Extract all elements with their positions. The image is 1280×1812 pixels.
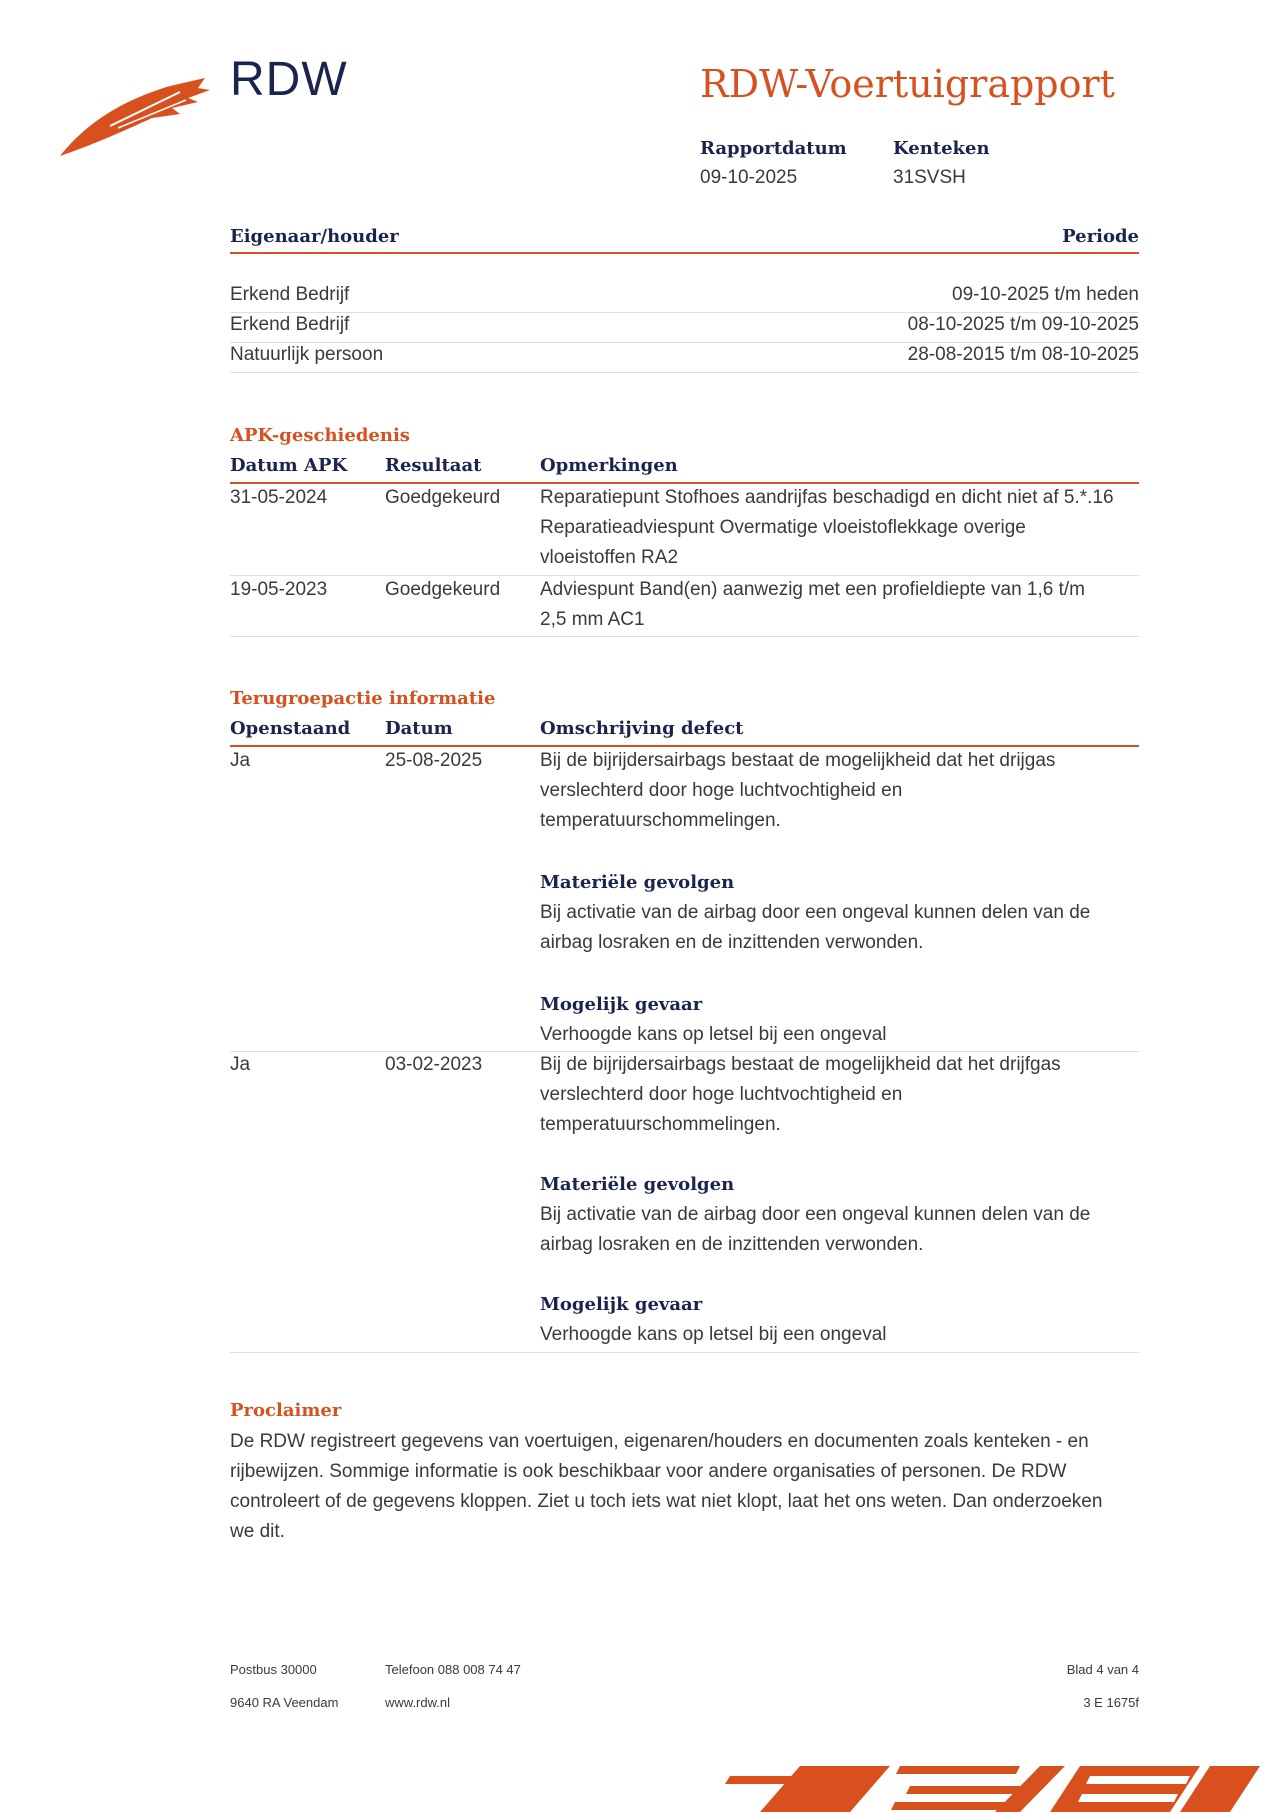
recall-desc-line: Bij de bijrijdersairbags bestaat de mogelijkheid dat het drijfgas: [540, 1054, 1061, 1075]
recall-desc-line: temperatuurschommelingen.: [540, 810, 781, 831]
recall-date: 25-08-2025: [385, 750, 483, 771]
apk-remark-line: Reparatiepunt Stofhoes aandrijfas beschadigd en dicht niet af 5.*.16: [540, 487, 1114, 508]
consequences-label: Materiële gevolgen: [540, 1174, 735, 1195]
footer-postbus: Postbus 30000: [230, 1662, 317, 1677]
owner-period: 28-08-2015 t/m 08-10-2025: [907, 344, 1139, 365]
owner-name: Erkend Bedrijf: [230, 284, 350, 305]
apk-remark-line: Reparatieadviespunt Overmatige vloeistoflekkage overige: [540, 517, 1026, 538]
owner-name: Natuurlijk persoon: [230, 344, 384, 365]
footer-code: 3 E 1675f: [1083, 1695, 1139, 1710]
owners-header-rule: [230, 252, 1139, 254]
danger-text: Verhoogde kans op letsel bij een ongeval: [540, 1324, 887, 1345]
document-title: RDW-Voertuigrapport: [700, 62, 1115, 106]
row-divider: [230, 636, 1139, 637]
disclaimer-line: we dit.: [230, 1521, 285, 1542]
recall-desc-line: temperatuurschommelingen.: [540, 1114, 781, 1135]
recall-date: 03-02-2023: [385, 1054, 483, 1075]
recall-desc-line: Bij de bijrijdersairbags bestaat de mogelijkheid dat het drijgas: [540, 750, 1056, 771]
disclaimer-title: Proclaimer: [230, 1400, 342, 1421]
recall-open: Ja: [230, 750, 251, 771]
disclaimer-body: [230, 1427, 1130, 1547]
apk-result: Goedgekeurd: [385, 487, 501, 508]
recall-date-header: Datum: [385, 718, 453, 739]
report-date-label: Rapportdatum: [700, 138, 847, 159]
danger-label: Mogelijk gevaar: [540, 1294, 703, 1315]
consequences-line: Bij activatie van de airbag door een ongeval kunnen delen van de: [540, 1204, 1091, 1225]
apk-remark-line: vloeistoffen RA2: [540, 547, 679, 568]
apk-result: Goedgekeurd: [385, 579, 501, 600]
owner-period: 08-10-2025 t/m 09-10-2025: [907, 314, 1139, 335]
recall-desc-line: verslechterd door hoge luchtvochtigheid en: [540, 1084, 903, 1105]
danger-label: Mogelijk gevaar: [540, 994, 703, 1015]
footer-page-number: Blad 4 van 4: [1066, 1662, 1139, 1677]
recall-desc-header: Omschrijving defect: [540, 718, 744, 739]
apk-section-title: APK-geschiedenis: [230, 425, 410, 446]
apk-result-header: Resultaat: [385, 455, 482, 476]
apk-remarks-header: Opmerkingen: [540, 455, 678, 476]
apk-remark-line: Adviespunt Band(en) aanwezig met een profieldiepte van 1,6 t/m: [540, 579, 1085, 600]
recall-open-header: Openstaand: [230, 718, 351, 739]
plate-label: Kenteken: [893, 138, 990, 159]
owner-column-header: Eigenaar/houder: [230, 226, 399, 247]
footer-website[interactable]: www.rdw.nl: [385, 1695, 451, 1710]
footer-city: 9640 RA Veendam: [230, 1695, 339, 1710]
owner-name: Erkend Bedrijf: [230, 314, 350, 335]
recall-open: Ja: [230, 1054, 251, 1075]
consequences-label: Materiële gevolgen: [540, 872, 735, 893]
apk-remark-line: 2,5 mm AC1: [540, 609, 645, 630]
danger-text: Verhoogde kans op letsel bij een ongeval: [540, 1024, 887, 1045]
apk-date: 31-05-2024: [230, 487, 328, 508]
consequences-line: Bij activatie van de airbag door een ongeval kunnen delen van de: [540, 902, 1091, 923]
apk-date: 19-05-2023: [230, 579, 328, 600]
decorative-stripes-icon: [720, 1740, 1280, 1812]
consequences-line: airbag losraken en de inzittenden verwonden.: [540, 1234, 924, 1255]
plate-value: 31SVSH: [893, 167, 966, 188]
row-divider: [230, 372, 1139, 373]
report-date-value: 09-10-2025: [700, 167, 798, 188]
owner-period: 09-10-2025 t/m heden: [952, 284, 1139, 305]
disclaimer-line: controleert of de gegevens kloppen. Ziet u toch iets wat niet klopt, laat het ons weten. Dan onderzoeken: [230, 1491, 1103, 1512]
period-column-header: Periode: [1062, 226, 1139, 247]
consequences-line: airbag losraken en de inzittenden verwonden.: [540, 932, 924, 953]
apk-date-header: Datum APK: [230, 455, 348, 476]
disclaimer-line: De RDW registreert gegevens van voertuigen, eigenaren/houders en documenten zoals kenteken - en: [230, 1431, 1089, 1452]
row-divider: [230, 1352, 1139, 1353]
recall-section-title: Terugroepactie informatie: [230, 688, 496, 709]
rdw-feather-icon: [60, 78, 210, 158]
footer-phone: Telefoon 088 008 74 47: [385, 1662, 521, 1677]
brand-name: RDW: [230, 53, 348, 106]
recall-desc-line: verslechterd door hoge luchtvochtigheid en: [540, 780, 903, 801]
disclaimer-line: rijbewijzen. Sommige informatie is ook beschikbaar voor andere organisaties of personen. De RDW: [230, 1461, 1067, 1482]
